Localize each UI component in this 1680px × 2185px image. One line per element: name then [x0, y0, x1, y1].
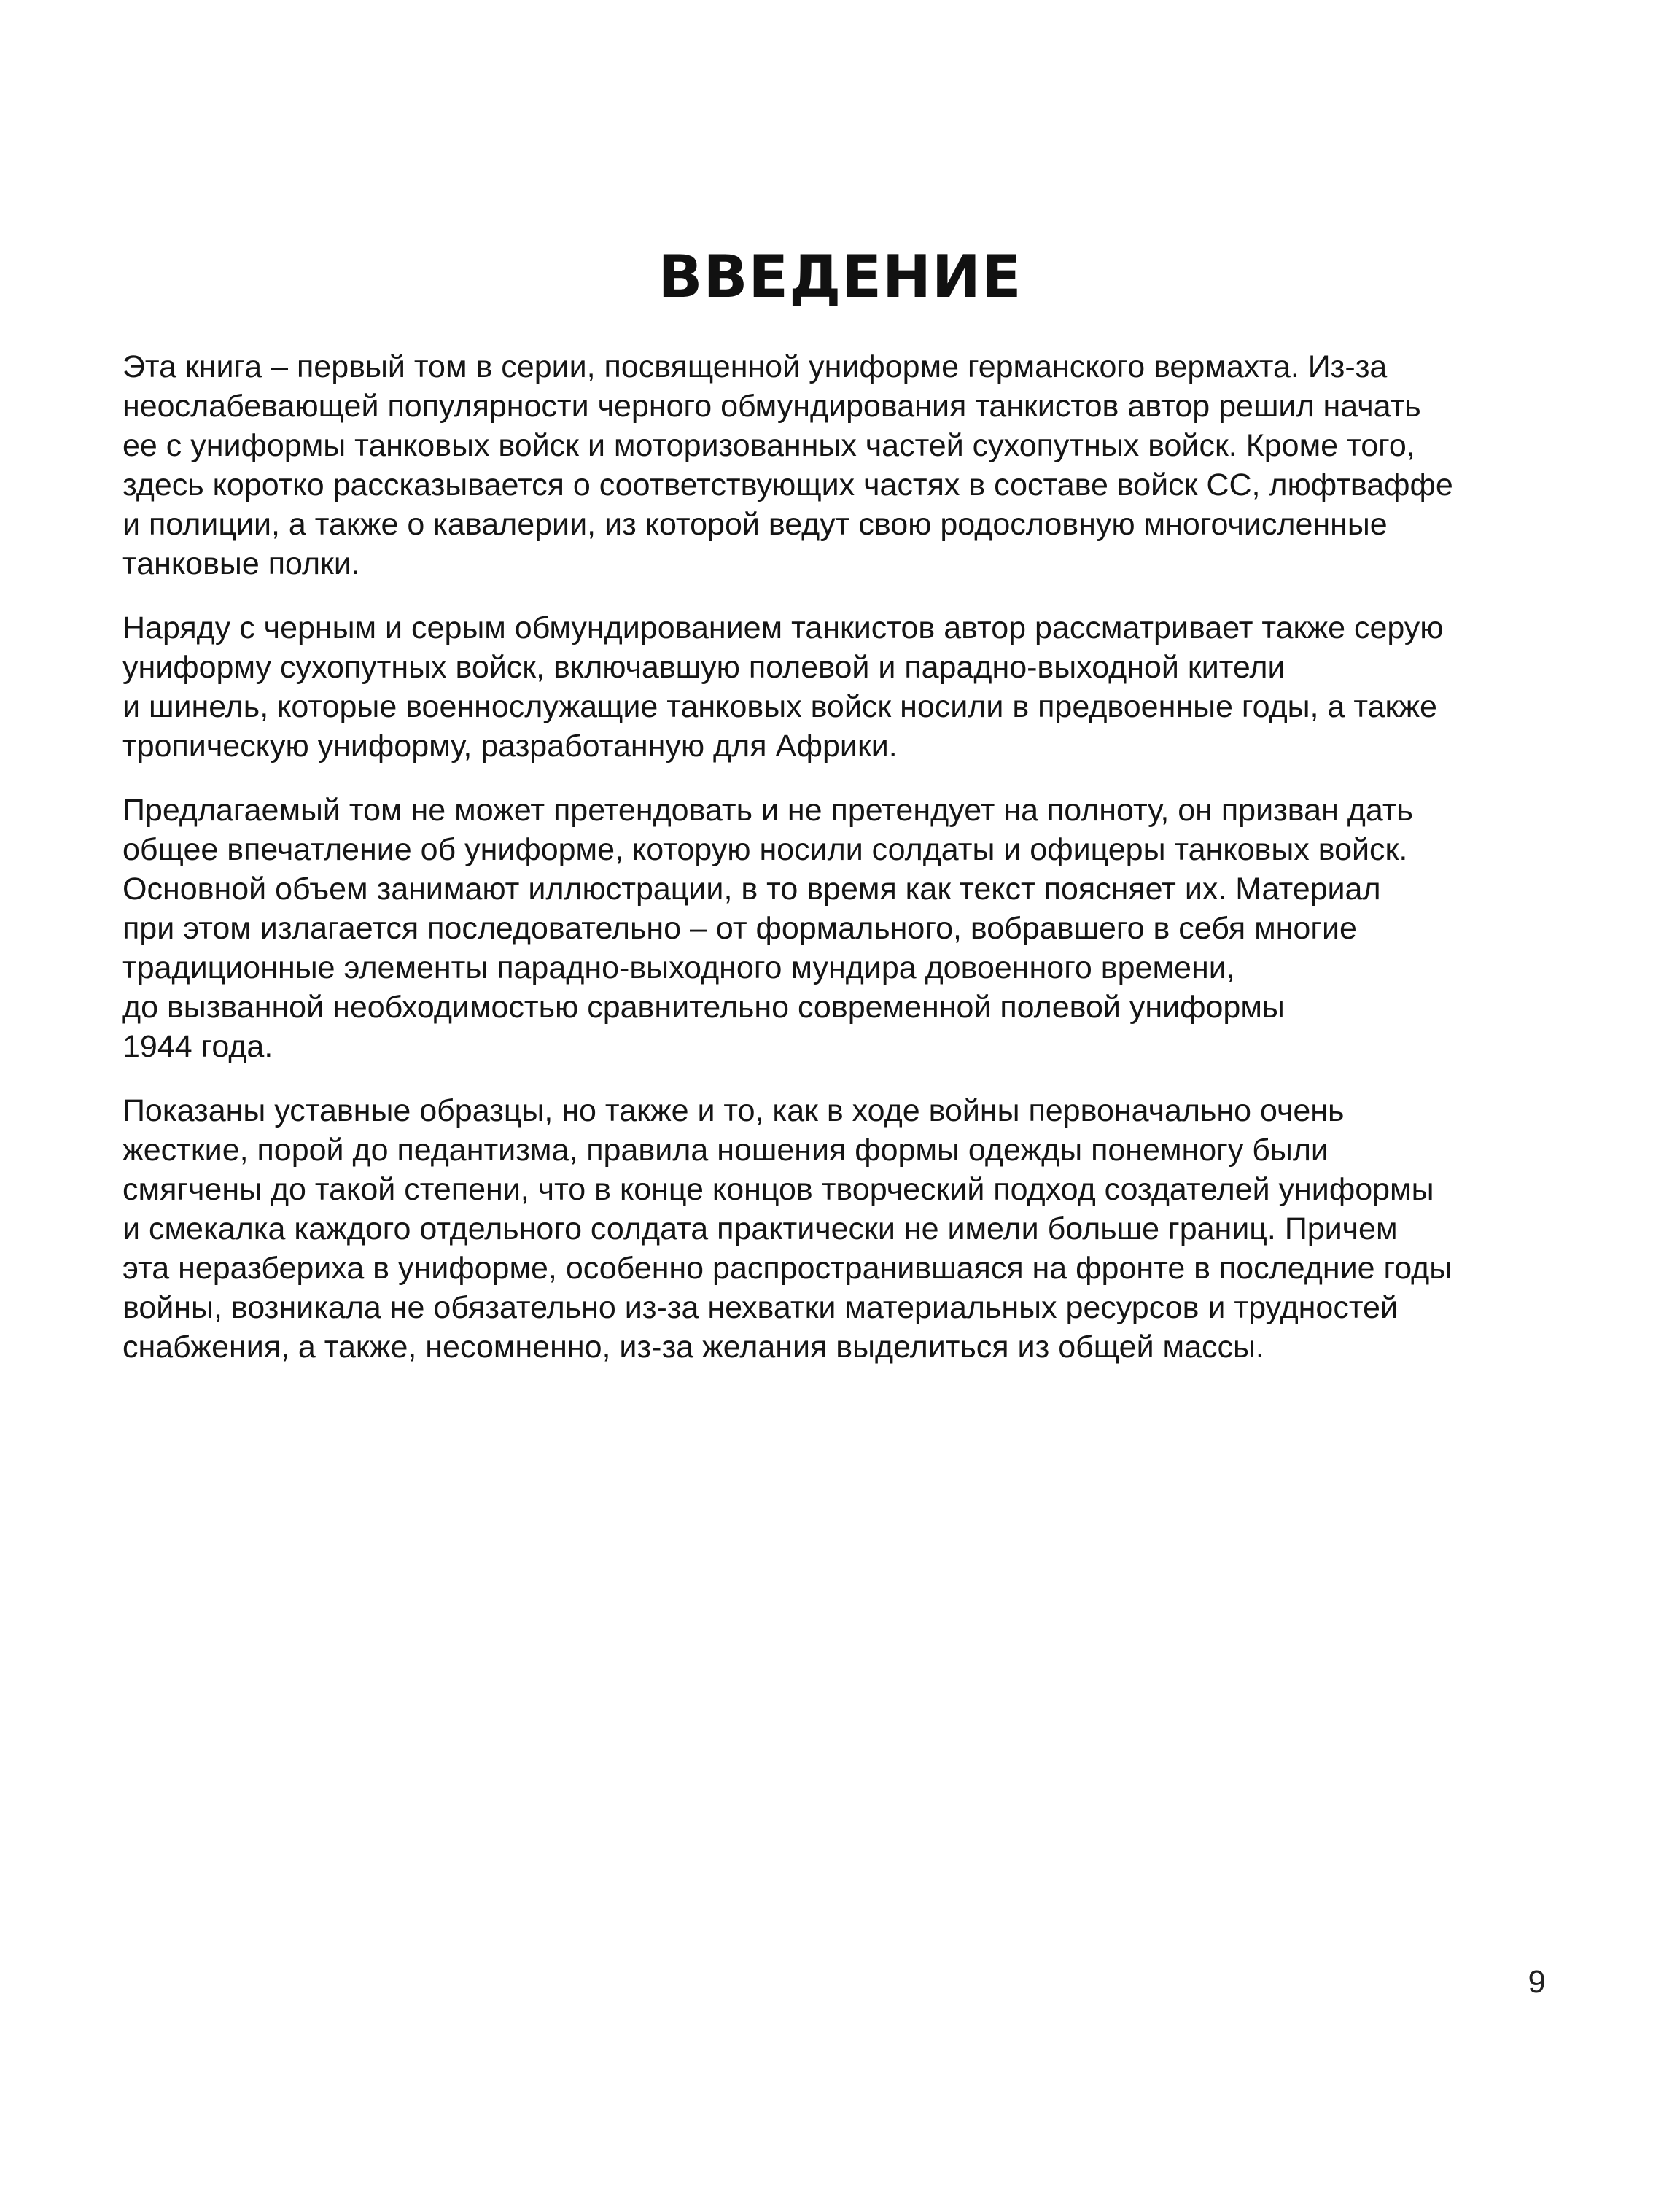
text-line: 1944 года. — [122, 1029, 273, 1064]
chapter-heading: ВВЕДЕНИЕ — [658, 243, 1022, 311]
text-line: Предлагаемый том не может претендовать и не претендует на полноту, он призван дать — [122, 793, 1413, 828]
text-line: тропическую униформу, разработанную для Африки. — [122, 729, 898, 764]
text-line: Основной объем занимают иллюстрации, в то время как текст поясняет их. Материал — [122, 872, 1381, 907]
text-line: униформу сухопутных войск, включавшую полевой и парадно-выходной кители — [122, 650, 1286, 685]
paragraph-1 — [122, 347, 1552, 583]
text-line: Эта книга – первый том в серии, посвященной униформе германского вермахта. Из-за — [122, 349, 1388, 384]
text-line: Показаны уставные образцы, но также и то, как в ходе войны первоначально очень — [122, 1093, 1345, 1128]
text-line: традиционные элементы парадно-выходного мундира довоенного времени, — [122, 950, 1235, 985]
text-line: смягчены до такой степени, что в конце концов творческий подход создателей униформы — [122, 1172, 1434, 1207]
text-line: жесткие, порой до педантизма, правила ношения формы одежды понемногу были — [122, 1133, 1329, 1168]
text-line: Наряду с черным и серым обмундированием танкистов автор рассматривает также серую — [122, 610, 1444, 645]
text-line: войны, возникала не обязательно из-за нехватки материальных ресурсов и трудностей — [122, 1290, 1398, 1325]
text-line: эта неразбериха в униформе, особенно распространившаяся на фронте в последние годы — [122, 1251, 1452, 1286]
text-line: танковые полки. — [122, 546, 360, 581]
body-text — [122, 347, 1552, 1392]
text-line: ее с униформы танковых войск и моторизованных частей сухопутных войск. Кроме того, — [122, 428, 1415, 463]
text-line: снабжения, а также, несомненно, из-за желания выделиться из общей массы. — [122, 1330, 1264, 1365]
paragraph-3 — [122, 791, 1552, 1066]
text-line: и смекалка каждого отдельного солдата практически не имели больше границ. Причем — [122, 1211, 1398, 1246]
text-line: неослабевающей популярности черного обмундирования танкистов автор решил начать — [122, 389, 1421, 424]
text-line: при этом излагается последовательно – от формального, вобравшего в себя многие — [122, 911, 1357, 946]
text-line: и полиции, а также о кавалерии, из которой ведут свою родословную многочисленные — [122, 507, 1388, 542]
text-line: до вызванной необходимостью сравнительно современной полевой униформы — [122, 990, 1285, 1025]
paragraph-2 — [122, 608, 1552, 766]
text-line: общее впечатление об униформе, которую носили солдаты и офицеры танковых войск. — [122, 832, 1408, 867]
text-line: и шинель, которые военнослужащие танковых войск носили в предвоенные годы, а также — [122, 689, 1437, 724]
page-number: 9 — [1528, 1964, 1546, 2000]
paragraph-4 — [122, 1091, 1552, 1367]
text-line: здесь коротко рассказывается о соответствующих частях в составе войск СС, люфтваффе — [122, 467, 1453, 502]
